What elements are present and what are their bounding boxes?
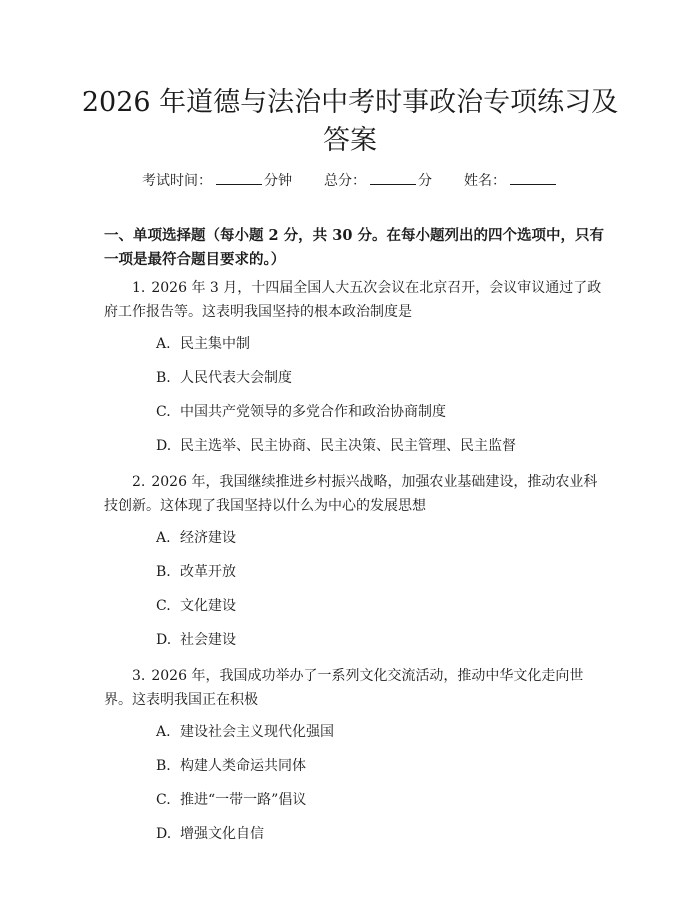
option-text: 推进“一带一路”倡议: [180, 792, 307, 808]
question-text: 2026 年，我国继续推进乡村振兴战略，加强农业基础建设，推动农业科技创新。这体现了我国坚持以什么为中心的发展思想: [104, 474, 598, 514]
option-b: [156, 562, 604, 582]
question-number: 1.: [132, 280, 146, 296]
option-letter: A.: [156, 530, 171, 546]
option-d: [156, 824, 604, 844]
question-list: [104, 276, 604, 858]
exam-time-field: [142, 171, 292, 191]
option-letter: A.: [156, 724, 171, 740]
option-a: [156, 722, 604, 742]
exam-time-label: 考试时间：: [142, 173, 212, 189]
option-c: [156, 790, 604, 810]
total-score-unit: 分: [418, 173, 432, 189]
student-name-label: 姓名：: [464, 173, 506, 189]
option-letter: B.: [156, 370, 171, 386]
question-2: [104, 470, 604, 650]
option-letter: C.: [156, 404, 171, 420]
page-title: 2026 年道德与法治中考时事政治专项练习及答案: [81, 87, 619, 156]
student-name-blank: [510, 171, 556, 185]
option-letter: C.: [156, 792, 171, 808]
student-name-field: [464, 171, 558, 191]
option-text: 民主选举、民主协商、民主决策、民主管理、民主监督: [180, 438, 516, 454]
option-letter: D.: [156, 826, 172, 842]
option-text: 民主集中制: [180, 336, 250, 352]
option-c: [156, 402, 604, 422]
question-1: [104, 276, 604, 456]
option-text: 增强文化自信: [180, 826, 264, 842]
question-3: [104, 664, 604, 844]
option-a: [156, 528, 604, 548]
option-a: [156, 334, 604, 354]
option-text: 社会建设: [180, 632, 236, 648]
option-letter: C.: [156, 598, 171, 614]
question-stem: [104, 664, 604, 712]
option-c: [156, 596, 604, 616]
option-b: [156, 368, 604, 388]
option-d: [156, 630, 604, 650]
option-text: 中国共产党领导的多党合作和政治协商制度: [180, 404, 446, 420]
option-letter: B.: [156, 758, 171, 774]
option-text: 经济建设: [180, 530, 236, 546]
option-b: [156, 756, 604, 776]
question-stem: [104, 276, 604, 324]
total-score-label: 总分：: [324, 173, 366, 189]
option-text: 构建人类命运共同体: [180, 758, 306, 774]
question-text: 2026 年 3 月，十四届全国人大五次会议在北京召开，会议审议通过了政府工作报告等。这表明我国坚持的根本政治制度是: [104, 280, 602, 320]
option-letter: A.: [156, 336, 171, 352]
exam-meta-row: [0, 171, 700, 191]
question-text: 2026 年，我国成功举办了一系列文化交流活动，推动中华文化走向世界。这表明我国正在积极: [104, 668, 584, 708]
option-text: 建设社会主义现代化强国: [180, 724, 334, 740]
option-letter: B.: [156, 564, 171, 580]
option-text: 人民代表大会制度: [180, 370, 292, 386]
option-letter: D.: [156, 632, 172, 648]
option-text: 改革开放: [180, 564, 236, 580]
question-stem: [104, 470, 604, 518]
question-number: 2.: [132, 474, 146, 490]
option-letter: D.: [156, 438, 172, 454]
option-text: 文化建设: [180, 598, 236, 614]
exam-time-unit: 分钟: [264, 173, 292, 189]
question-number: 3.: [132, 668, 146, 684]
section-heading: 一、单项选择题（每小题 2 分，共 30 分。在每小题列出的四个选项中，只有一项是最符合题目要求的。）: [104, 227, 604, 268]
total-score-field: [324, 171, 432, 191]
exam-time-blank: [216, 171, 262, 185]
total-score-blank: [370, 171, 416, 185]
option-d: [156, 436, 604, 456]
